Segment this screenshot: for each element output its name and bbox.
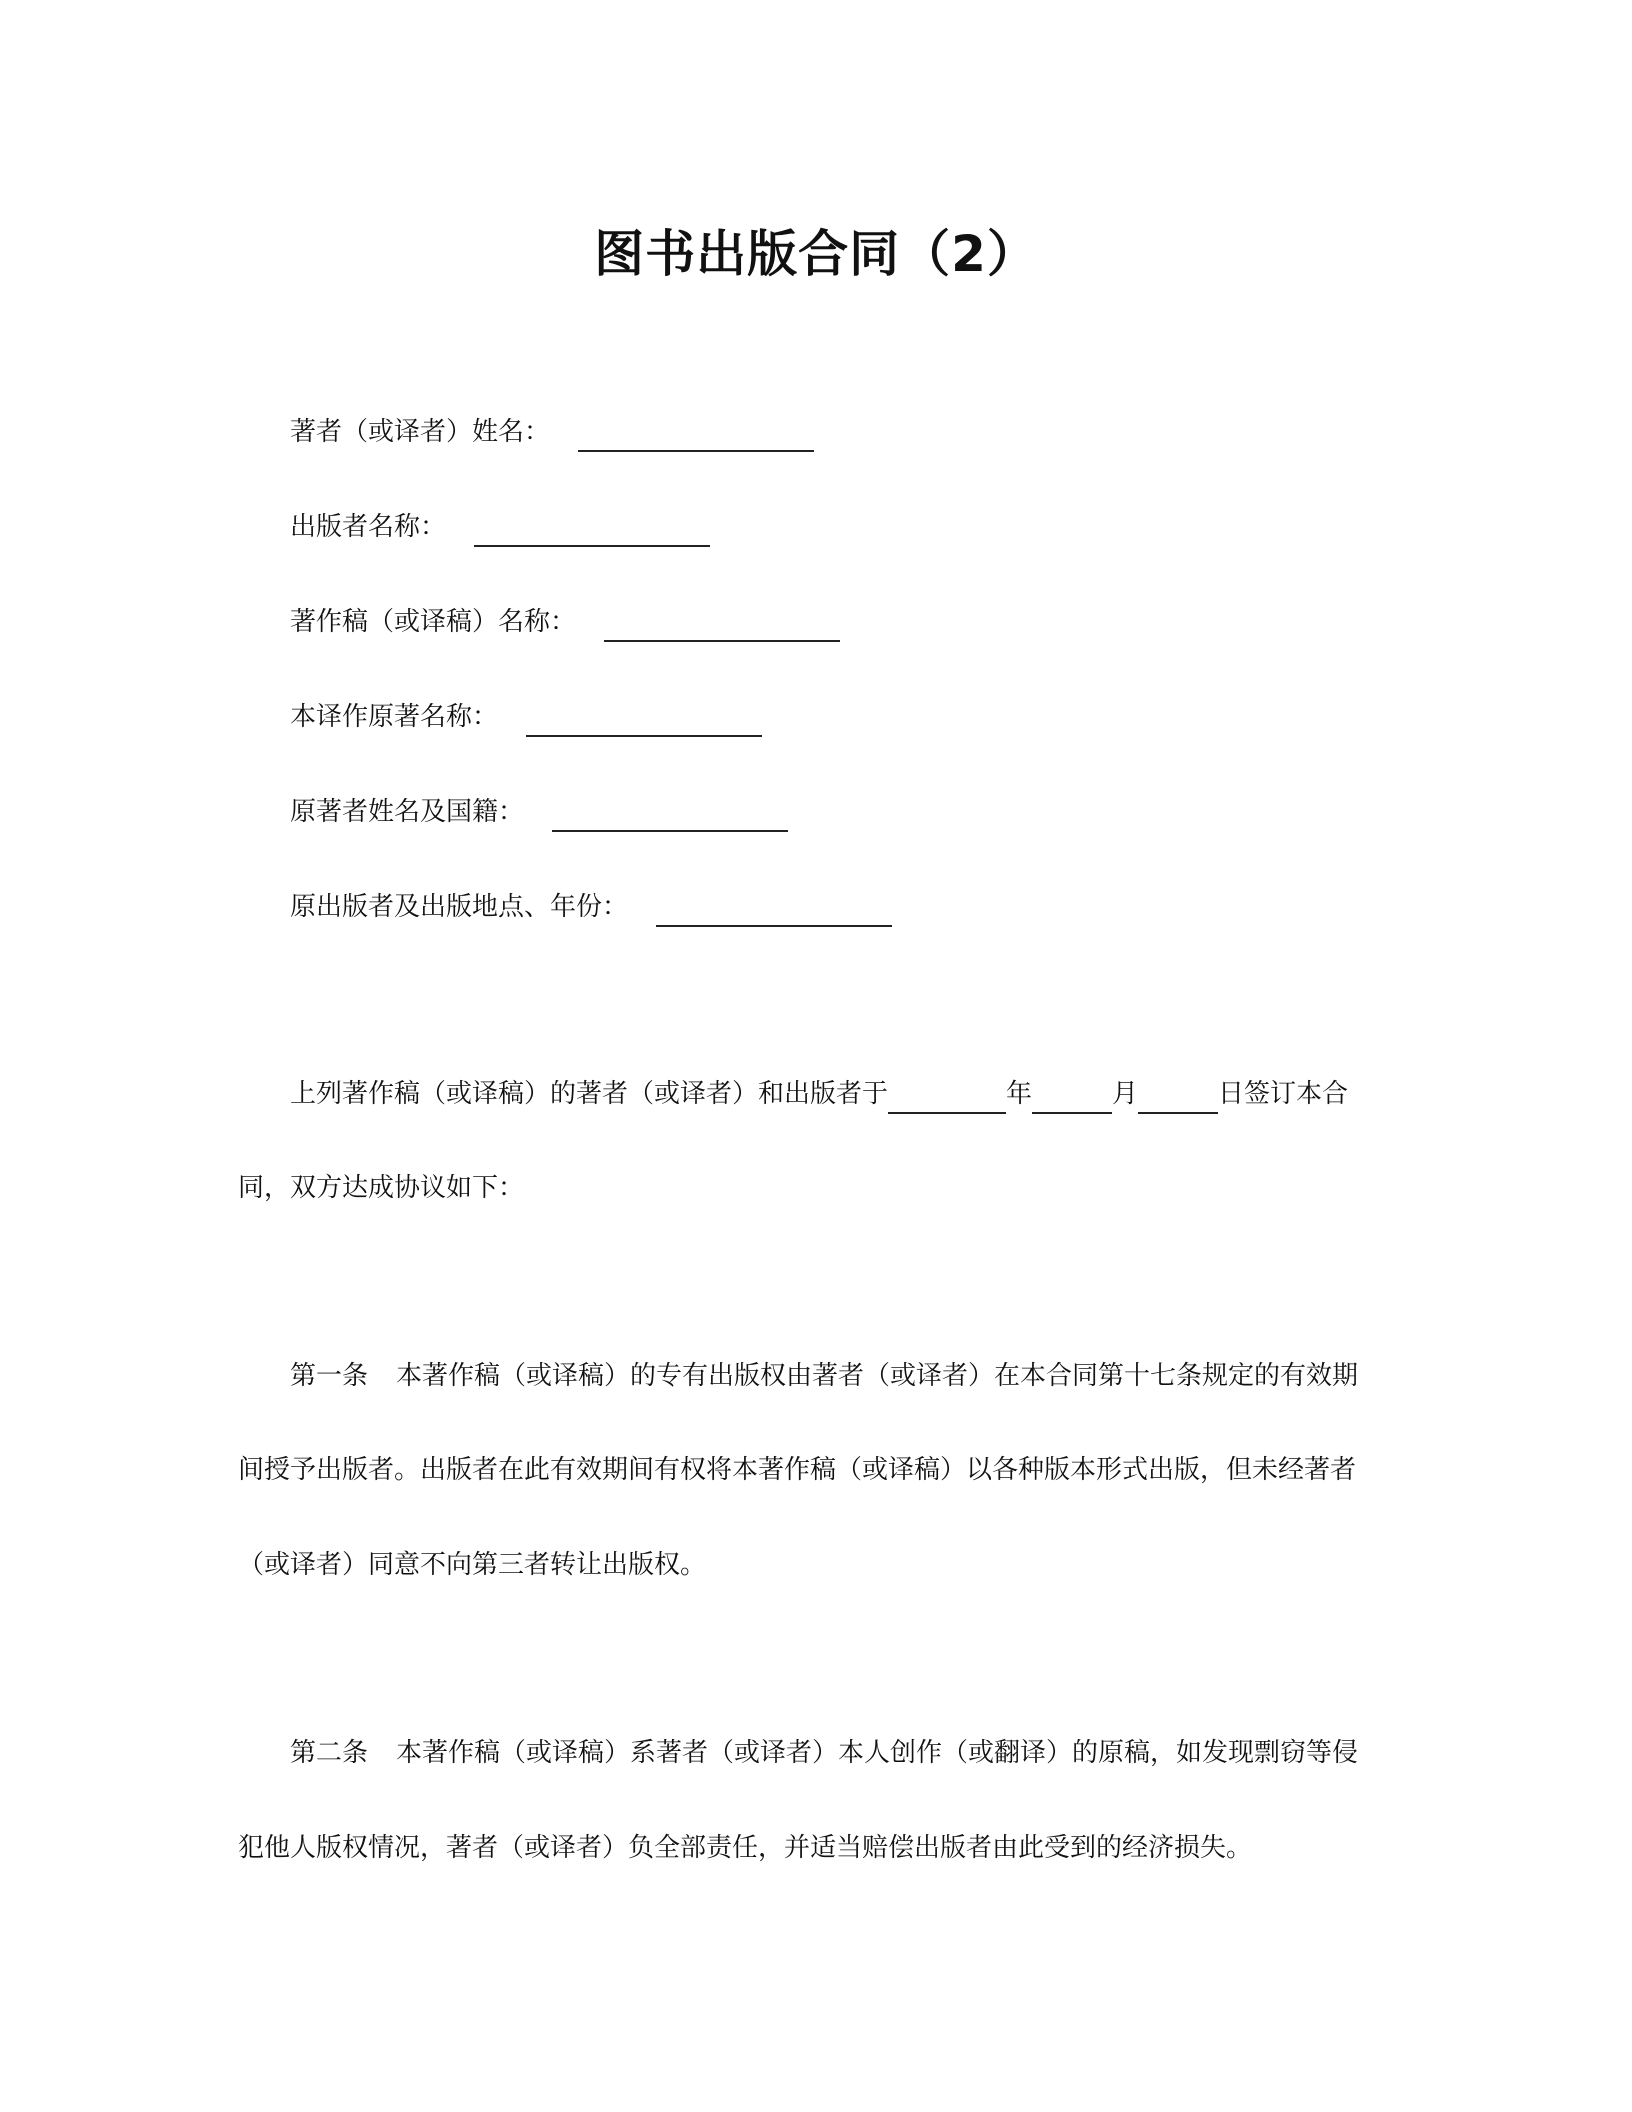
field-label: 原出版者及出版地点、年份： — [290, 892, 629, 922]
field-manuscript-name — [290, 602, 840, 642]
article-label: 第一条 — [290, 1361, 369, 1391]
article-1-line-2: 间授予出版者。出版者在此有效期间有权将本著作稿（或译稿）以各种版本形式出版，但未经著者 — [238, 1455, 1357, 1485]
day-suffix: 日签订本合 — [1218, 1079, 1349, 1109]
article-2-line-1 — [290, 1733, 1358, 1773]
field-label: 著作稿（或译稿）名称： — [290, 607, 577, 637]
field-author-name — [290, 412, 814, 452]
intro-line-2: 同，双方达成协议如下： — [238, 1173, 525, 1203]
field-publisher-name — [290, 507, 710, 547]
month-label: 月 — [1112, 1079, 1139, 1109]
blank-line — [526, 705, 762, 737]
year-label: 年 — [1006, 1079, 1033, 1109]
blank-line — [552, 800, 788, 832]
blank-day — [1138, 1082, 1218, 1114]
blank-line — [604, 610, 840, 642]
article-2-line-2: 犯他人版权情况，著者（或译者）负全部责任，并适当赔偿出版者由此受到的经济损失。 — [238, 1833, 1253, 1863]
field-original-work-name — [290, 697, 762, 737]
article-1-line-3: （或译者）同意不向第三者转让出版权。 — [238, 1550, 707, 1580]
article-text: 本著作稿（或译稿）系著者（或译者）本人创作（或翻译）的原稿，如发现剽窃等侵 — [396, 1738, 1359, 1768]
field-label: 本译作原著名称： — [290, 702, 499, 732]
blank-year — [888, 1082, 1006, 1114]
field-original-publisher — [290, 887, 892, 927]
field-label: 出版者名称： — [290, 512, 447, 542]
article-label: 第二条 — [290, 1738, 369, 1768]
blank-line — [656, 895, 892, 927]
article-text: 本著作稿（或译稿）的专有出版权由著者（或译者）在本合同第十七条规定的有效期 — [396, 1361, 1359, 1391]
field-label: 原著者姓名及国籍： — [290, 797, 525, 827]
field-original-author — [290, 792, 788, 832]
blank-line — [578, 420, 814, 452]
blank-month — [1032, 1082, 1112, 1114]
field-label: 著者（或译者）姓名： — [290, 417, 551, 447]
article-1-line-1 — [290, 1356, 1358, 1396]
intro-line-1 — [290, 1074, 1348, 1114]
intro-text: 上列著作稿（或译稿）的著者（或译者）和出版者于 — [290, 1079, 889, 1109]
blank-line — [474, 515, 710, 547]
document-title: 图书出版合同（2） — [594, 225, 1038, 283]
